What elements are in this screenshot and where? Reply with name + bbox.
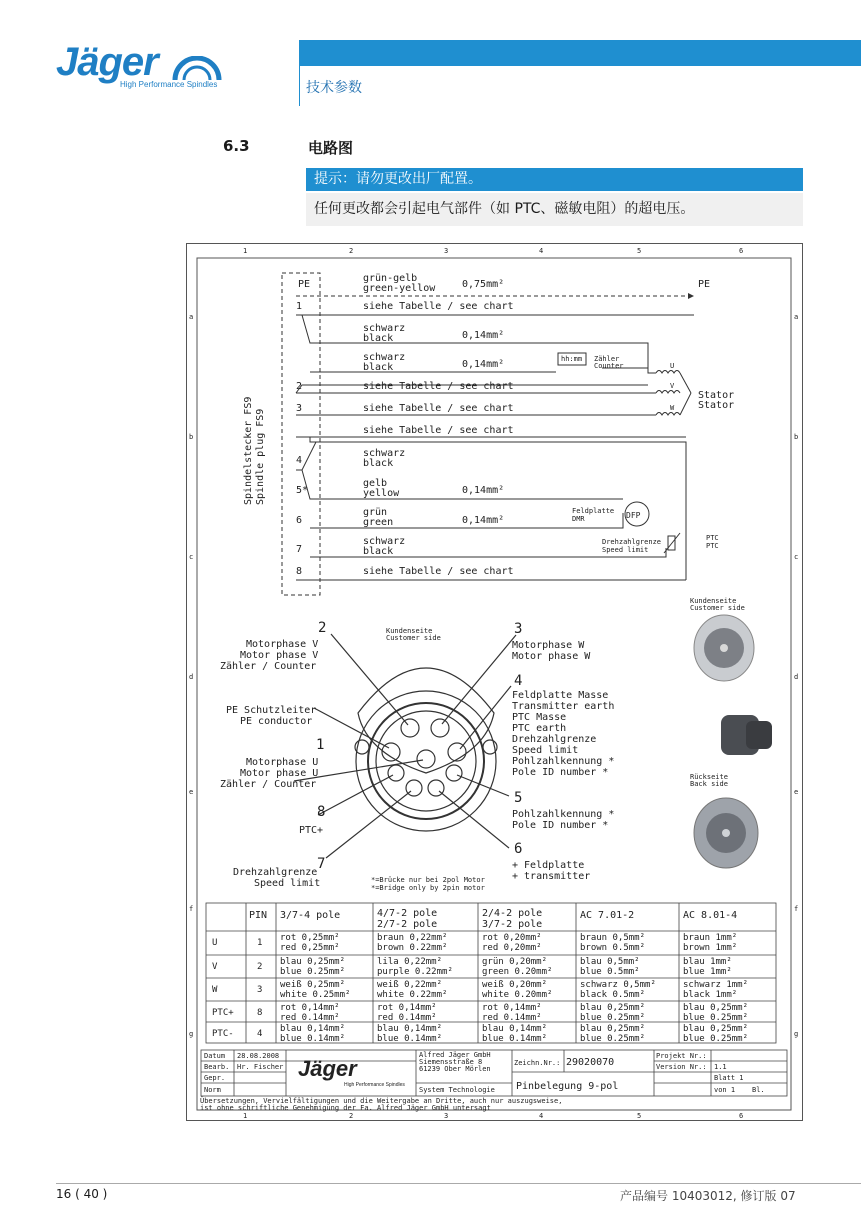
table-cell: blau 0,5mm² bbox=[580, 957, 640, 967]
table-cell: brown 0.5mm² bbox=[580, 943, 646, 953]
tb-company-2: Siemensstraße 8 bbox=[419, 1058, 483, 1066]
photo-customer-de: Kundenseite bbox=[690, 597, 737, 605]
speed-limit-de: Drehzahlgrenze bbox=[602, 538, 662, 546]
table-row-label: V bbox=[212, 962, 218, 972]
column-marker: 5 bbox=[637, 247, 642, 255]
table-header: PIN bbox=[249, 910, 268, 921]
see-chart-2: siehe Tabelle / see chart bbox=[363, 381, 514, 392]
dmr-en: DMR bbox=[572, 515, 585, 523]
plug-label-de: Spindelstecker FS9 bbox=[243, 396, 254, 505]
table-cell: schwarz 1mm² bbox=[683, 980, 749, 990]
wire-size-1: 0,14mm² bbox=[462, 330, 505, 341]
conn-p4-line8: Pole ID number * bbox=[512, 767, 609, 778]
stator-de: Stator bbox=[698, 390, 735, 401]
table-cell: red 0,25mm² bbox=[280, 943, 340, 953]
counter-display: hh:mm bbox=[561, 355, 583, 363]
connector-photo-side bbox=[721, 715, 772, 755]
conn-p4-line5: Drehzahlgrenze bbox=[512, 734, 597, 745]
section-title: 电路图 bbox=[308, 139, 354, 157]
header-bar bbox=[299, 40, 861, 66]
table-cell: rot 0,14mm² bbox=[377, 1003, 437, 1013]
table-header: 4/7-2 pole bbox=[377, 908, 438, 919]
wire-gruen: grün bbox=[363, 507, 388, 518]
tb-version-label: Version Nr.: bbox=[656, 1063, 707, 1071]
conn-p2-line2: Motor phase V bbox=[240, 650, 319, 661]
row-marker: c bbox=[189, 553, 194, 561]
conn-p4-line2: Transmitter earth bbox=[512, 701, 615, 712]
table-cell: red 0.14mm² bbox=[280, 1013, 340, 1023]
column-marker: 4 bbox=[539, 247, 544, 255]
conn-p5-line2: Pole ID number * bbox=[512, 820, 609, 831]
header-title: 技术参数 bbox=[306, 80, 362, 96]
pe-out-label: PE bbox=[698, 279, 711, 290]
row-marker: e bbox=[794, 788, 799, 796]
table-cell: braun 1mm² bbox=[683, 933, 738, 943]
pin-1-label: 1 bbox=[296, 301, 303, 312]
tb-bearb: Hr. Fischer bbox=[237, 1063, 284, 1071]
tb-gepr-label: Gepr. bbox=[204, 1074, 226, 1082]
conn-p4-line4: PTC earth bbox=[512, 723, 567, 734]
table-cell: lila 0,22mm² bbox=[377, 957, 443, 967]
table-row-pin: 2 bbox=[257, 962, 263, 972]
table-header: AC 7.01-2 bbox=[580, 910, 635, 921]
table-cell: purple 0.22mm² bbox=[377, 967, 453, 977]
tb-zeichn-label: Zeichn.Nr.: bbox=[514, 1059, 561, 1067]
tb-copyright-1: Übersetzungen, Vervielfältigungen und die Weitergabe an Dritte, auch nur auszugsweise, bbox=[200, 1097, 563, 1105]
tb-norm-label: Norm bbox=[204, 1086, 221, 1094]
tb-copyright-2: ist ohne schriftliche Genehmigung der Fa. Alfred Jäger GmbH untersagt bbox=[200, 1104, 491, 1112]
table-cell: blau 0,25mm² bbox=[280, 957, 346, 967]
conn-p1-line1: Motorphase U bbox=[246, 757, 319, 768]
pin-8-label: 8 bbox=[296, 566, 303, 577]
table-row-label: PTC- bbox=[212, 1029, 234, 1039]
table-cell: blue 0.5mm² bbox=[580, 967, 640, 977]
table-cell: blue 0.14mm² bbox=[377, 1034, 443, 1044]
tb-system: System Technologie bbox=[419, 1086, 495, 1094]
table-cell: blau 0,14mm² bbox=[377, 1024, 443, 1034]
table-header: 2/4-2 pole bbox=[482, 908, 543, 919]
conn-pin-1: 1 bbox=[316, 737, 325, 753]
tb-datum: 28.08.2008 bbox=[237, 1052, 280, 1060]
see-chart-5: siehe Tabelle / see chart bbox=[363, 566, 514, 577]
document-reference: 产品编号 10403012, 修订版 07 bbox=[620, 1189, 796, 1203]
conn-p5-line1: Pohlzahlkennung * bbox=[512, 809, 615, 820]
table-row-pin: 1 bbox=[257, 938, 263, 948]
header-divider bbox=[299, 40, 300, 106]
pin-4-label: 4 bbox=[296, 455, 303, 466]
table-row-label: W bbox=[212, 985, 218, 995]
wire-size-3: 0,14mm² bbox=[462, 485, 505, 496]
row-marker: g bbox=[794, 1030, 799, 1038]
table-cell: white 0.25mm² bbox=[280, 990, 351, 1000]
conn-p6-line1: + Feldplatte bbox=[512, 860, 585, 871]
table-cell: rot 0,14mm² bbox=[482, 1003, 542, 1013]
table-cell: brown 1mm² bbox=[683, 943, 738, 953]
row-marker: f bbox=[189, 905, 194, 913]
wire-gelb: gelb bbox=[363, 478, 388, 489]
tb-von: von 1 bbox=[714, 1086, 736, 1094]
phase-w: W bbox=[670, 404, 675, 412]
table-cell: white 0.22mm² bbox=[377, 990, 448, 1000]
conn-p3-line2: Motor phase W bbox=[512, 651, 591, 662]
conn-pin-5: 5 bbox=[514, 790, 523, 806]
tb-doc-title: Pinbelegung 9-pol bbox=[516, 1081, 619, 1092]
table-cell: blau 0,25mm² bbox=[683, 1003, 749, 1013]
see-chart-3: siehe Tabelle / see chart bbox=[363, 403, 514, 414]
table-header: 3/7-4 pole bbox=[280, 910, 341, 921]
wire-schwarz-2: schwarz bbox=[363, 352, 406, 363]
conn-p1-line3: Zähler / Counter bbox=[220, 779, 317, 790]
page-number: 16 ( 40 ) bbox=[56, 1187, 108, 1201]
table-cell: blau 1mm² bbox=[683, 957, 732, 967]
tb-tagline: High Performance Spindles bbox=[344, 1082, 405, 1088]
table-cell: white 0.20mm² bbox=[482, 990, 553, 1000]
column-marker: 6 bbox=[739, 247, 744, 255]
conn-pe-line2: PE conductor bbox=[240, 716, 313, 727]
wire-black-3: black bbox=[363, 458, 394, 469]
speed-limit-en: Speed limit bbox=[602, 546, 649, 554]
row-marker: c bbox=[794, 553, 799, 561]
table-cell: blue 0.25mm² bbox=[580, 1034, 646, 1044]
column-marker: 4 bbox=[539, 1112, 544, 1120]
wire-size-4: 0,14mm² bbox=[462, 515, 505, 526]
wire-black-1: black bbox=[363, 333, 394, 344]
pin-5-label: 5* bbox=[296, 485, 309, 496]
table-cell: blau 0,14mm² bbox=[280, 1024, 346, 1034]
table-cell: green 0.20mm² bbox=[482, 967, 553, 977]
warning-bar: 提示：请勿更改出厂配置。 bbox=[306, 168, 803, 191]
table-cell: red 0.14mm² bbox=[482, 1013, 542, 1023]
wiring-diagram bbox=[186, 243, 803, 1121]
brand-tagline: High Performance Spindles bbox=[120, 80, 218, 89]
photo-back-en: Back side bbox=[690, 780, 728, 788]
see-chart-1: siehe Tabelle / see chart bbox=[363, 301, 514, 312]
tb-brand: Jäger bbox=[298, 1056, 357, 1081]
table-cell: black 1mm² bbox=[683, 990, 738, 1000]
table-cell: grün 0,20mm² bbox=[482, 957, 548, 967]
counter-en: Counter bbox=[594, 362, 624, 370]
table-cell: blau 0,25mm² bbox=[683, 1024, 749, 1034]
conn-p3-line1: Motorphase W bbox=[512, 640, 585, 651]
table-cell: blue 0.14mm² bbox=[280, 1034, 346, 1044]
column-marker: 1 bbox=[243, 1112, 248, 1120]
tb-projekt-label: Projekt Nr.: bbox=[656, 1052, 707, 1060]
table-cell: rot 0,20mm² bbox=[482, 933, 542, 943]
pin-6-label: 6 bbox=[296, 515, 303, 526]
column-marker: 2 bbox=[349, 247, 354, 255]
table-cell: blue 0.25mm² bbox=[580, 1013, 646, 1023]
table-row-label: PTC+ bbox=[212, 1008, 234, 1018]
table-header: 2/7-2 pole bbox=[377, 919, 438, 930]
photo-customer-en: Customer side bbox=[690, 604, 745, 612]
tb-zeichn: 29020070 bbox=[566, 1057, 615, 1068]
wire-black-2: black bbox=[363, 362, 394, 373]
ptc-label-1: PTC bbox=[706, 534, 719, 542]
conn-p7-line1: Drehzahlgrenze bbox=[233, 867, 318, 878]
tb-company-1: Alfred Jäger GmbH bbox=[419, 1051, 491, 1059]
tb-bearb-label: Bearb. bbox=[204, 1063, 230, 1071]
dmr-de: Feldplatte bbox=[572, 507, 615, 515]
conn-p1-line2: Motor phase U bbox=[240, 768, 319, 779]
table-cell: braun 0,5mm² bbox=[580, 933, 646, 943]
row-marker: e bbox=[189, 788, 194, 796]
phase-u: U bbox=[670, 362, 675, 370]
table-cell: black 0.5mm² bbox=[580, 990, 646, 1000]
wire-green: green bbox=[363, 517, 394, 528]
connector-photo-front bbox=[694, 615, 754, 681]
tb-company-3: 61239 Ober Mörlen bbox=[419, 1065, 491, 1073]
bridge-note-de: *=Brücke nur bei 2pol Motor bbox=[371, 876, 485, 884]
warning-text: 任何更改都会引起电气部件（如 PTC、磁敏电阻）的超电压。 bbox=[306, 193, 803, 226]
tb-blatt: Blatt 1 bbox=[714, 1074, 744, 1082]
table-row-pin: 8 bbox=[257, 1008, 263, 1018]
wire-table bbox=[212, 908, 748, 1044]
conn-customer-de: Kundenseite bbox=[386, 627, 433, 635]
table-cell: weiß 0,25mm² bbox=[280, 980, 346, 990]
wire-size-2: 0,14mm² bbox=[462, 359, 505, 370]
table-cell: blau 0,25mm² bbox=[580, 1003, 646, 1013]
conn-p2-line3: Zähler / Counter bbox=[220, 661, 317, 672]
column-marker: 2 bbox=[349, 1112, 354, 1120]
pe-size: 0,75mm² bbox=[462, 279, 505, 290]
dfp-label: DFP bbox=[626, 511, 641, 520]
counter-de: Zähler bbox=[594, 355, 620, 363]
plug-label-en: Spindle plug FS9 bbox=[255, 408, 266, 505]
conn-pin-2: 2 bbox=[318, 620, 327, 636]
column-marker: 6 bbox=[739, 1112, 744, 1120]
row-marker: b bbox=[794, 433, 799, 441]
conn-pe-line1: PE Schutzleiter bbox=[226, 705, 317, 716]
table-row-pin: 4 bbox=[257, 1029, 263, 1039]
conn-p4-line1: Feldplatte Masse bbox=[512, 690, 609, 701]
table-cell: red 0.14mm² bbox=[377, 1013, 437, 1023]
pin-2-label: 2 bbox=[296, 381, 303, 392]
tb-version: 1.1 bbox=[714, 1063, 727, 1071]
wire-schwarz-4: schwarz bbox=[363, 536, 406, 547]
pin-3-label: 3 bbox=[296, 403, 303, 414]
brand-logo: Jäger bbox=[56, 40, 158, 84]
pin-7-label: 7 bbox=[296, 544, 303, 555]
photo-back-de: Rückseite bbox=[690, 773, 728, 781]
pe-label: PE bbox=[298, 279, 311, 290]
conn-p4-line3: PTC Masse bbox=[512, 712, 567, 723]
footer-divider bbox=[56, 1183, 861, 1184]
ptc-label-2: PTC bbox=[706, 542, 719, 550]
table-cell: weiß 0,20mm² bbox=[482, 980, 548, 990]
table-cell: blue 0.25mm² bbox=[683, 1034, 749, 1044]
conn-p4-line6: Speed limit bbox=[512, 745, 579, 756]
table-cell: blue 0.14mm² bbox=[482, 1034, 548, 1044]
conn-pin-3: 3 bbox=[514, 621, 523, 637]
conn-pin-8: 8 bbox=[317, 804, 326, 820]
conn-pin-7: 7 bbox=[317, 856, 326, 872]
table-row-label: U bbox=[212, 938, 218, 948]
see-chart-4: siehe Tabelle / see chart bbox=[363, 425, 514, 436]
table-cell: rot 0,14mm² bbox=[280, 1003, 340, 1013]
wire-black-4: black bbox=[363, 546, 394, 557]
pe-color-en: green-yellow bbox=[363, 283, 436, 294]
wire-schwarz-1: schwarz bbox=[363, 323, 406, 334]
table-header: 3/7-2 pole bbox=[482, 919, 543, 930]
table-cell: blue 0.25mm² bbox=[280, 967, 346, 977]
table-cell: brown 0.22mm² bbox=[377, 943, 448, 953]
table-cell: blue 0.25mm² bbox=[683, 1013, 749, 1023]
row-marker: g bbox=[189, 1030, 194, 1038]
pe-color-de: grün-gelb bbox=[363, 273, 418, 284]
conn-customer-en: Customer side bbox=[386, 634, 441, 642]
column-marker: 1 bbox=[243, 247, 248, 255]
column-marker: 3 bbox=[444, 247, 449, 255]
conn-p8-line1: PTC+ bbox=[299, 825, 324, 836]
conn-pin-6: 6 bbox=[514, 841, 523, 857]
conn-p7-line2: Speed limit bbox=[254, 878, 321, 889]
table-cell: blau 0,25mm² bbox=[580, 1024, 646, 1034]
wire-schwarz-3: schwarz bbox=[363, 448, 406, 459]
row-marker: f bbox=[794, 905, 799, 913]
row-marker: a bbox=[189, 313, 194, 321]
tb-datum-label: Datum bbox=[204, 1052, 226, 1060]
table-cell: schwarz 0,5mm² bbox=[580, 980, 656, 990]
table-cell: blue 1mm² bbox=[683, 967, 732, 977]
column-marker: 5 bbox=[637, 1112, 642, 1120]
table-cell: blau 0,14mm² bbox=[482, 1024, 548, 1034]
conn-pin-4: 4 bbox=[514, 673, 523, 689]
table-cell: braun 0,22mm² bbox=[377, 933, 448, 943]
table-cell: red 0,20mm² bbox=[482, 943, 542, 953]
column-marker: 3 bbox=[444, 1112, 449, 1120]
row-marker: d bbox=[189, 673, 194, 681]
table-row-pin: 3 bbox=[257, 985, 263, 995]
conn-p2-line1: Motorphase V bbox=[246, 639, 319, 650]
wire-yellow: yellow bbox=[363, 488, 400, 499]
conn-p6-line2: + transmitter bbox=[512, 871, 591, 882]
bridge-note-en: *=Bridge only by 2pin motor bbox=[371, 884, 485, 892]
section-number: 6.3 bbox=[223, 137, 250, 155]
logo-arc-icon bbox=[172, 56, 222, 82]
connector-photo-back bbox=[694, 798, 758, 868]
tb-bl: Bl. bbox=[752, 1086, 765, 1094]
row-marker: b bbox=[189, 433, 194, 441]
row-marker: a bbox=[794, 313, 799, 321]
phase-v: V bbox=[670, 382, 675, 390]
table-cell: rot 0,25mm² bbox=[280, 933, 340, 943]
table-cell: weiß 0,22mm² bbox=[377, 980, 443, 990]
table-header: AC 8.01-4 bbox=[683, 910, 738, 921]
row-marker: d bbox=[794, 673, 799, 681]
conn-p4-line7: Pohlzahlkennung * bbox=[512, 756, 615, 767]
stator-en: Stator bbox=[698, 400, 735, 411]
